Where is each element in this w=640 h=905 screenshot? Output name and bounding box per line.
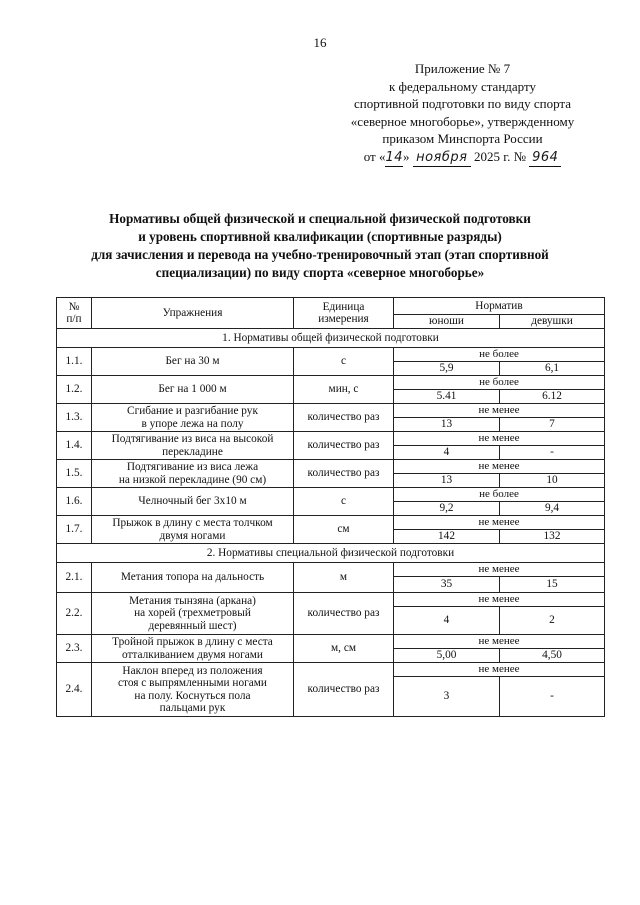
row-exercise: Прыжок в длину с места толчком двумя ногами — [92, 516, 294, 544]
row-girls-value: 132 — [500, 530, 605, 544]
norms-table — [56, 297, 605, 717]
appendix-block — [330, 60, 595, 167]
order-year: 2025 г. № — [474, 148, 527, 164]
row-number: 2.4. — [57, 663, 92, 717]
order-date-line — [330, 148, 595, 168]
row-exercise: Челночный бег 3х10 м — [92, 488, 294, 516]
page-number: 16 — [313, 35, 327, 50]
section-heading-general: 1. Нормативы общей физической подготовки — [57, 329, 605, 348]
appendix-line: «северное многоборье», утвержденному — [350, 113, 575, 129]
title-line: специализации) по виду спорта «северное многоборье» — [155, 265, 485, 280]
row-condition: не менее — [394, 404, 605, 418]
order-month-handwritten: ноября — [413, 149, 471, 168]
appendix-line: приказом Минспорта России — [382, 131, 543, 146]
row-condition: не менее — [394, 663, 605, 677]
header-unit: Единица измерения — [294, 298, 394, 329]
row-unit: м, см — [294, 635, 394, 663]
row-girls-value: - — [500, 677, 605, 717]
row-boys-value: 13 — [394, 474, 500, 488]
row-number: 1.1. — [57, 348, 92, 376]
row-unit: с — [294, 348, 394, 376]
row-boys-value: 5.41 — [394, 390, 500, 404]
row-exercise: Метания тынзяна (аркана) на хорей (трехметровый деревянный шест) — [92, 593, 294, 635]
row-girls-value: 7 — [500, 418, 605, 432]
row-number: 1.2. — [57, 376, 92, 404]
row-condition: не более — [394, 376, 605, 390]
row-girls-value: 15 — [500, 577, 605, 593]
row-exercise: Метания топора на дальность — [92, 563, 294, 593]
table-row — [57, 404, 605, 418]
table-row — [57, 488, 605, 502]
section-heading-special: 2. Нормативы специальной физической подготовки — [57, 544, 605, 563]
row-exercise: Наклон вперед из положения стоя с выпрямленными ногами на полу. Коснуться пола пальцами рук — [92, 663, 294, 717]
title-line: Нормативы общей физической и специальной физической подготовки — [109, 211, 531, 226]
row-condition: не более — [394, 348, 605, 362]
table-row — [57, 635, 605, 649]
table-row — [57, 516, 605, 530]
row-exercise: Бег на 30 м — [92, 348, 294, 376]
header-girls: девушки — [500, 315, 605, 329]
title-line: и уровень спортивной квалификации (спортивные разряды) — [138, 229, 502, 244]
row-boys-value: 3 — [394, 677, 500, 717]
table-row — [57, 593, 605, 607]
table-row — [57, 348, 605, 362]
table-row — [57, 663, 605, 677]
appendix-line: Приложение № 7 — [414, 61, 511, 76]
row-number: 1.3. — [57, 404, 92, 432]
row-number: 1.7. — [57, 516, 92, 544]
table-row — [57, 376, 605, 390]
row-number: 2.3. — [57, 635, 92, 663]
row-number: 1.5. — [57, 460, 92, 488]
row-unit: м — [294, 563, 394, 593]
row-boys-value: 35 — [394, 577, 500, 593]
row-condition: не менее — [394, 563, 605, 577]
row-boys-value: 4 — [394, 607, 500, 635]
row-girls-value: 4,50 — [500, 649, 605, 663]
row-condition: не менее — [394, 516, 605, 530]
row-unit: количество раз — [294, 593, 394, 635]
order-day-handwritten: 14 — [385, 149, 403, 168]
row-unit: количество раз — [294, 432, 394, 460]
row-number: 2.1. — [57, 563, 92, 593]
appendix-line: спортивной подготовки по виду спорта — [353, 96, 572, 111]
table-row — [57, 563, 605, 577]
row-number: 1.6. — [57, 488, 92, 516]
row-condition: не менее — [394, 460, 605, 474]
row-unit: количество раз — [294, 663, 394, 717]
row-girls-value: 2 — [500, 607, 605, 635]
row-exercise: Подтягивание из виса лежа на низкой перекладине (90 см) — [92, 460, 294, 488]
row-number: 1.4. — [57, 432, 92, 460]
row-boys-value: 4 — [394, 446, 500, 460]
appendix-line: к федеральному стандарту — [388, 78, 537, 94]
document-title — [60, 210, 580, 282]
order-prefix: от « — [363, 148, 386, 164]
row-unit: количество раз — [294, 460, 394, 488]
row-girls-value: 6,1 — [500, 362, 605, 376]
row-boys-value: 9,2 — [394, 502, 500, 516]
row-exercise: Подтягивание из виса на высокой перекладине — [92, 432, 294, 460]
title-line: для зачисления и перевода на учебно-тренировочный этап (этап спортивной — [91, 247, 549, 262]
header-number: № п/п — [57, 298, 92, 329]
row-girls-value: 10 — [500, 474, 605, 488]
order-number-handwritten: 964 — [529, 149, 561, 168]
row-condition: не менее — [394, 635, 605, 649]
header-exercise: Упражнения — [92, 298, 294, 329]
row-girls-value: - — [500, 446, 605, 460]
row-condition: не менее — [394, 593, 605, 607]
row-girls-value: 6.12 — [500, 390, 605, 404]
row-unit: количество раз — [294, 404, 394, 432]
row-unit: см — [294, 516, 394, 544]
row-boys-value: 142 — [394, 530, 500, 544]
table-row — [57, 432, 605, 446]
row-girls-value: 9,4 — [500, 502, 605, 516]
row-boys-value: 5,9 — [394, 362, 500, 376]
header-boys: юноши — [394, 315, 500, 329]
row-exercise: Тройной прыжок в длину с места отталкиванием двумя ногами — [92, 635, 294, 663]
row-exercise: Сгибание и разгибание рук в упоре лежа на полу — [92, 404, 294, 432]
row-condition: не более — [394, 488, 605, 502]
table-row — [57, 460, 605, 474]
row-exercise: Бег на 1 000 м — [92, 376, 294, 404]
row-number: 2.2. — [57, 593, 92, 635]
row-condition: не менее — [394, 432, 605, 446]
row-unit: мин, с — [294, 376, 394, 404]
order-mid: » — [403, 148, 410, 164]
header-norm: Норматив — [394, 298, 605, 315]
row-boys-value: 13 — [394, 418, 500, 432]
row-unit: с — [294, 488, 394, 516]
row-boys-value: 5,00 — [394, 649, 500, 663]
